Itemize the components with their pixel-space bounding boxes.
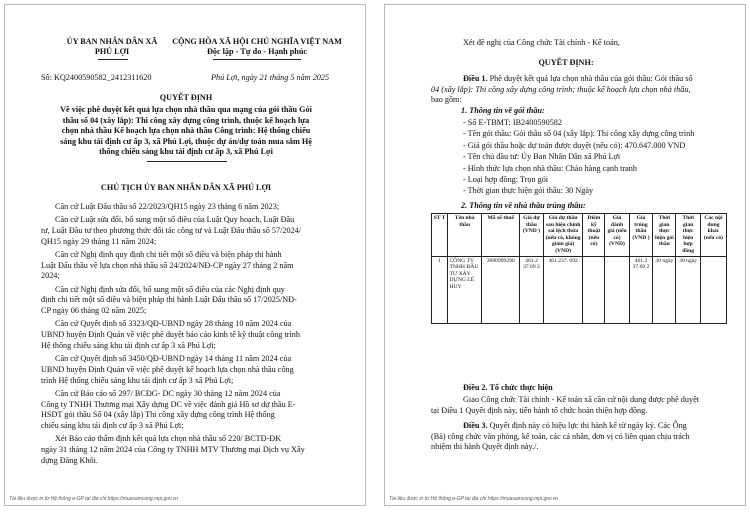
table-row xyxy=(432,256,727,323)
article2-line: tại Điều 1 Quyết định này, tiến hành tổ chức hoàn thiện hợp đồng. xyxy=(431,405,648,415)
table-cell xyxy=(605,256,629,323)
legal-basis-line: Căn cứ Nghị định sửa đổi, bổ sung một số điều của các Nghị định quy xyxy=(55,284,285,294)
legal-basis-line: trình Hệ thống chiếu sáng khu tái định cư ấp 3 xã Phú Lợi; xyxy=(41,375,234,385)
table-cell: 461.237. 692 xyxy=(543,256,583,323)
subject-line: chọn nhà thầu Kế hoạch lựa chọn nhà thầu Công trình: Hệ thống chiếu xyxy=(61,126,311,135)
place-date: Phú Lợi, ngày 21 tháng 5 năm 2025 xyxy=(211,73,330,82)
legal-basis-line: Xét Báo cáo thẩm định kết quả lựa chọn nhà thầu số 220/ BCTĐ-ĐK xyxy=(55,434,282,444)
article3-line: nhiệm thi hành Quyết định này./. xyxy=(431,442,539,451)
nation-motto: Độc lập - Tự do - Hạnh phúc xyxy=(206,47,308,56)
article2-line: Giao Công chức Tài chính - Kế toán xã căn cứ nội dung được phê duyệt xyxy=(463,395,699,404)
nation-name: CỘNG HÒA XÃ HỘI CHỦ NGHĨA VIỆT NAM xyxy=(172,37,342,46)
legal-basis-line: Căn cứ Báo cáo số 297/ BCĐG- DC ngày 30 tháng 12 năm 2024 của xyxy=(55,388,281,398)
legal-basis-line: HSDT gói thầu Số 04 (xây lắp) Thi công xây dựng công trình Hệ thống xyxy=(41,410,275,420)
legal-basis-line: Căn cứ Luật sửa đổi, bổ sung một số điều của Luật Quy hoạch, Luật Đầu xyxy=(55,215,295,225)
decision-heading: QUYẾT ĐỊNH: xyxy=(538,58,594,67)
agency-underline xyxy=(98,59,128,60)
table-header-cell: ST T xyxy=(432,214,448,257)
table-header-cell: Thời gian thực hiện gói thầu xyxy=(653,214,676,257)
motto-underline xyxy=(213,59,301,60)
decision-page-right xyxy=(384,4,746,506)
legal-basis-line: Hệ thống chiếu sáng khu tái định cư ấp 3 xã Phú Lợi; xyxy=(41,340,216,350)
decision-title: QUYẾT ĐỊNH xyxy=(159,93,213,102)
legal-basis-line: chiếu sáng khu tái định cư ấp 3 xã Phú Lợi; xyxy=(41,420,184,430)
table-cell xyxy=(583,256,605,323)
table-cell: CÔNG TY TNHH ĐẦU TƯ XÂY DỰNG LÊ HUY xyxy=(447,256,481,323)
legal-basis-line: Căn cứ Luật Đấu thầu số 22/2023/QH15 ngày 23 tháng 6 năm 2023; xyxy=(55,202,280,211)
subject-line: sáng khu tái định cư ấp 3, xã Phú Lợi, thuộc dự án/dự toán mua sắm Hệ xyxy=(60,136,312,146)
table-header-cell: Giá đánh giá (nếu có) (VND) xyxy=(605,214,629,257)
agency-name-line1: ỦY BAN NHÂN DÂN XÃ xyxy=(66,37,158,46)
legal-basis-line: Căn cứ Nghị định quy định chi tiết một số điều và biện pháp thi hành xyxy=(55,250,282,259)
subject-line: thầu số 04 (xây lắp): Thi công xây dựng công trình, thuộc kế hoạch lựa xyxy=(62,115,310,125)
subject-underline xyxy=(147,161,227,162)
table-header-cell: Mã số thuế xyxy=(482,214,520,257)
table-header-cell: Giá trúng thầu (VND ) xyxy=(629,214,653,257)
article2-label: Điều 2. Tổ chức thực hiện xyxy=(463,383,553,392)
table-cell: 461.2 37.69 2 xyxy=(520,256,544,323)
article3-line: (Bà) công chức văn phòng, kế toán, các cá nhân, đơn vị có liên quan chịu trách xyxy=(431,431,690,441)
legal-basis-line: Căn cứ Quyết định số 3323/QĐ-UBND ngày 28 tháng 10 năm 2024 của xyxy=(55,319,292,329)
winner-table xyxy=(431,213,727,324)
table-cell: 30 ngày xyxy=(676,256,701,323)
proposal-line xyxy=(463,38,620,48)
article1-line: 04 (xây lắp): Thi công xây dựng công trình; thuộc kế hoạch lựa chọn nhà thầu, xyxy=(431,84,691,94)
legal-basis-line: Luật Đấu thầu về lựa chọn nhà thầu số 24/2024/NĐ-CP ngày 27 tháng 2 năm xyxy=(41,260,294,270)
package-info-line: - Tên chủ đầu tư: Ủy Ban Nhân Dân xã Phú Lợi xyxy=(463,152,621,162)
package-info-line: - Số E-TBMT: IB2400590582 xyxy=(463,118,562,127)
authority-heading: CHỦ TỊCH ỦY BAN NHÂN DÂN XÃ PHÚ LỢI xyxy=(100,183,272,192)
agency-name-line2: PHÚ LỢI xyxy=(94,47,130,56)
section-package-title: 1. Thông tin về gói thầu: xyxy=(461,106,545,115)
article1-line: bao gồm: xyxy=(431,95,462,104)
package-info-line: - Thời gian thực hiện gói thầu: 30 Ngày xyxy=(463,186,594,196)
legal-basis-line: ngày 31 tháng 12 năm 2024 của Công ty TNHH MTV Thương mại Dịch vụ Xây xyxy=(41,444,305,454)
table-cell: 30 ngày xyxy=(653,256,676,323)
table-header-cell: Giá dự thầu sau hiệu chỉnh sai lệch thừa (nếu có, không giảm giá) (VND) xyxy=(543,214,583,257)
article2-heading xyxy=(463,383,553,393)
package-info-line: - Giá gói thầu hoặc dự toán được duyệt (nếu có): 470.647.000 VND xyxy=(463,140,686,150)
article3-line: Điều 3. Quyết định này có hiệu lực thi hành kể từ ngày ký. Các Ông xyxy=(463,421,687,430)
table-header-cell: Giá dự thầu (VND ) xyxy=(520,214,544,257)
legal-basis-line: Căn cứ Quyết định số 3450/QĐ-UBND ngày 14 tháng 11 năm 2024 của xyxy=(55,354,292,364)
footer-note: Tài liệu được in từ Hệ thống e-GP tại địa chỉ https://muasamcong.mpi.gov.vn xyxy=(389,496,558,502)
article1-line: Điều 1. Phê duyệt kết quả lựa chọn nhà thầu của gói thầu: Gói thầu số xyxy=(463,74,693,83)
package-info-line: - Tên gói thầu: Gói thầu số 04 (xây lắp): Thi công xây dựng công trình xyxy=(463,129,695,139)
table-cell: 461.2 37.69 2 xyxy=(629,256,653,323)
document-number: Số: KQ2400590582_2412311620 xyxy=(41,73,152,82)
legal-basis-line: tư, Luật Đầu tư theo phương thức đối tác công tư và Luật Đấu thầu số 57/2024/ xyxy=(41,226,302,235)
package-info-line: - Loại hợp đồng: Trọn gói xyxy=(463,175,549,184)
decision-page-left xyxy=(4,4,366,506)
legal-basis-line: QH15 ngày 29 tháng 11 năm 2024; xyxy=(41,236,157,246)
table-header-cell: Thời gian thực hiện hợp đồng xyxy=(676,214,701,257)
footer-note: Tài liệu được in từ Hệ thống e-GP tại địa chỉ https://muasamcong.mpi.gov.vn xyxy=(9,496,178,502)
table-header-row xyxy=(432,214,727,257)
legal-basis-line: CP ngày 06 tháng 02 năm 2025; xyxy=(41,306,147,316)
legal-basis-line: UBND huyện Định Quán về việc phê duyệt báo cáo kinh tế kỹ thuật công trình xyxy=(41,330,300,340)
subject-line: Về việc phê duyệt kết quả lựa chọn nhà thầu qua mạng của gói thầu Gói xyxy=(60,105,312,114)
package-info-line: - Hình thức lựa chọn nhà thầu: Chào hàng cạnh tranh xyxy=(463,163,637,173)
table-cell: 3600999290 xyxy=(482,256,520,323)
table-cell xyxy=(700,256,726,323)
legal-basis-line: dựng Đăng Khôi. xyxy=(41,455,98,465)
legal-basis-line: UBND huyện Định Quán về việc phê duyệt kế hoạch lựa chọn nhà thầu công xyxy=(41,364,294,374)
legal-basis-line: Công ty TNHH Thương mại Xây dựng DC về việc đánh giá Hồ sơ dự thầu E- xyxy=(41,399,296,409)
proposal-text: Xét đề nghị của Công chức Tài chính - Kế toán, xyxy=(463,38,620,47)
section-winner-title: 2. Thông tin về nhà thầu trúng thầu: xyxy=(461,201,586,210)
legal-basis-line: định chi tiết một số điều và biện pháp thi hành Luật Đấu thầu số 17/2025/NĐ- xyxy=(41,295,297,305)
table-header-cell: Các nội dung khác (nếu có) xyxy=(700,214,726,257)
legal-basis-line: 2024; xyxy=(41,271,60,281)
table-header-cell: Điểm kỹ thuật (nếu có) xyxy=(583,214,605,257)
table-header-cell: Tên nhà thầu xyxy=(447,214,481,257)
subject-line: thống chiếu sáng khu tái định cư ấp 3, xã Phú Lợi xyxy=(99,147,273,156)
table-cell: 1 xyxy=(432,256,448,323)
